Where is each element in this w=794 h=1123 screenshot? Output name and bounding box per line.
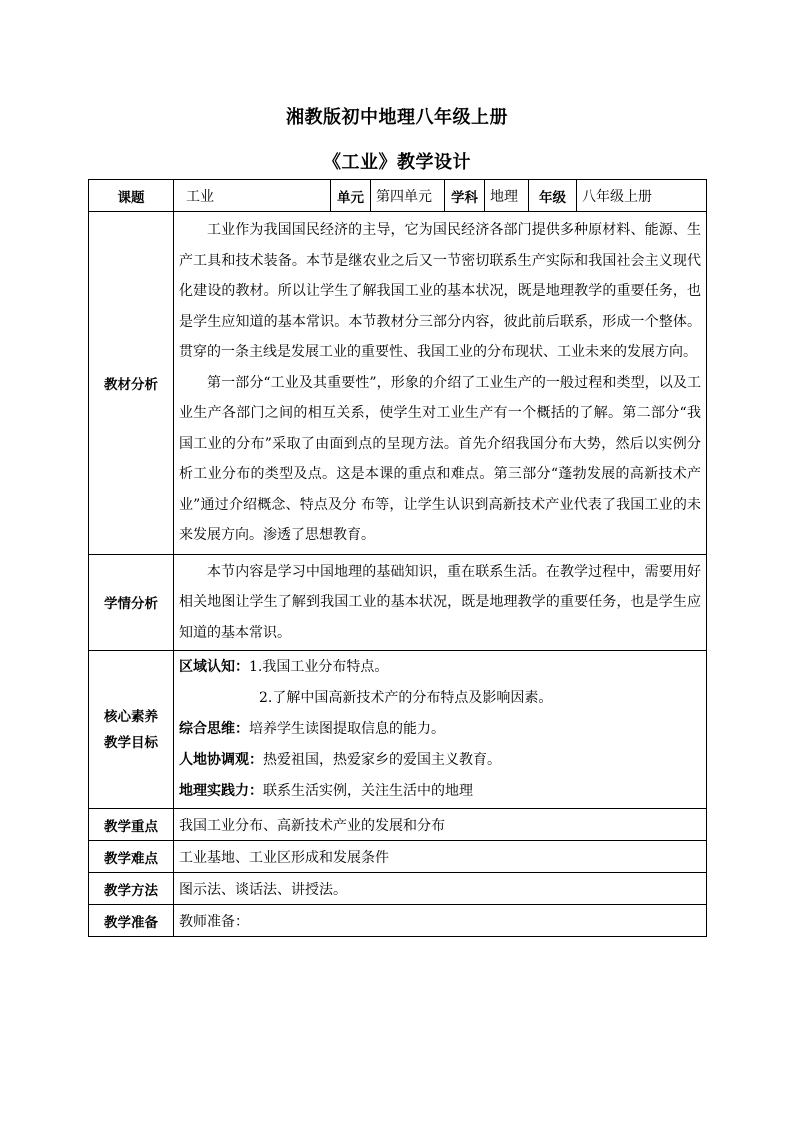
grade-label: 年级 (529, 180, 577, 212)
goal-practice-label: 地理实践力： (179, 783, 263, 799)
document-title: 湘教版初中地理八年级上册 (286, 107, 508, 128)
subject-value: 地理 (485, 180, 529, 212)
learner-content (174, 554, 707, 651)
goal-regional-label: 区域认知： (179, 659, 249, 675)
header-row (89, 180, 707, 212)
grade-value: 八年级上册 (577, 180, 707, 212)
goal-harmony-text: 热爱祖国，热爱家乡的爱国主义教育。 (263, 752, 501, 768)
prep-value: 教师准备： (174, 905, 707, 937)
lesson-plan-table (88, 179, 707, 937)
topic-value: 工业 (174, 180, 331, 212)
material-row (89, 212, 707, 555)
method-value: 图示法、谈话法、讲授法。 (174, 873, 707, 905)
goal-thinking-label: 综合思维： (179, 721, 249, 737)
material-content (174, 212, 707, 555)
material-label: 教材分析 (89, 212, 174, 555)
goals-row (89, 651, 707, 809)
unit-value: 第四单元 (371, 180, 445, 212)
goal-practice-text: 联系生活实例，关注生活中的地理 (263, 783, 473, 799)
goal-regional-text-1: 1.我国工业分布特点。 (249, 659, 389, 675)
difficult-row (89, 841, 707, 873)
learner-label: 学情分析 (89, 554, 174, 651)
goal-regional-2 (179, 683, 701, 714)
unit-label: 单元 (331, 180, 371, 212)
goal-harmony (179, 745, 701, 776)
material-paragraph-2: 第一部分“工业及其重要性”，形象的介绍了工业生产的一般过程和类型，以及工业生产各部门之间的相互关系，使学生对工业生产有一个概括的了解。第二部分“我国工业的分布”采取了由面到点的呈现方法。首先介绍我国分布大势，然后以实例分析工业分布的类型及点。这是本课的重点和难点。第三部分“蓬勃发展的高新技术产业”通过介绍概念、特点及分 布等，让学生认识到高新技术产业代表了我国工业的未来发展方向。渗透了思想教育。 (179, 374, 701, 543)
goals-content (174, 651, 707, 809)
goal-harmony-label: 人地协调观： (179, 752, 263, 768)
prep-label: 教学准备 (89, 905, 174, 937)
method-row (89, 873, 707, 905)
goal-regional (179, 652, 701, 683)
key-label: 教学重点 (89, 809, 174, 841)
learner-row (89, 554, 707, 651)
material-paragraph-1: 工业作为我国国民经济的主导，它为国民经济各部门提供多种原材料、能源、生产工具和技术装备。本节是继农业之后又一节密切联系生产实际和我国社会主义现代化建设的教材。所以让学生了解我国工业的基本状况，既是地理教学的重要任务，也是学生应知道的基本常识。本节教材分三部分内容，彼此前后联系，形成一个整体。贯穿的一条主线是发展工业的重要性、我国工业的分布现状、工业未来的发展方向。 (179, 222, 701, 360)
document-subtitle: 《工业》教学设计 (323, 152, 471, 173)
subject-label: 学科 (445, 180, 485, 212)
method-label: 教学方法 (89, 873, 174, 905)
prep-row (89, 905, 707, 937)
goals-label-line-1: 核心素养 (104, 708, 158, 725)
goal-thinking-text: 培养学生读图提取信息的能力。 (249, 721, 445, 737)
key-value: 我国工业分布、高新技术产业的发展和分布 (174, 809, 707, 841)
goal-regional-text-2: 2.了解中国高新技术产的分布特点及影响因素。 (259, 690, 553, 706)
difficult-value: 工业基地、工业区形成和发展条件 (174, 841, 707, 873)
key-row (89, 809, 707, 841)
difficult-label: 教学难点 (89, 841, 174, 873)
topic-label: 课题 (89, 180, 174, 212)
goals-label-line-2: 教学目标 (104, 734, 158, 751)
goal-thinking (179, 714, 701, 745)
learner-paragraph: 本节内容是学习中国地理的基础知识，重在联系生活。在教学过程中，需要用好相关地图让学生了解到我国工业的基本状况，既是地理教学的重要任务，也是学生应知道的基本常识。 (179, 563, 701, 641)
goal-practice (179, 776, 701, 807)
goals-label (89, 651, 174, 809)
